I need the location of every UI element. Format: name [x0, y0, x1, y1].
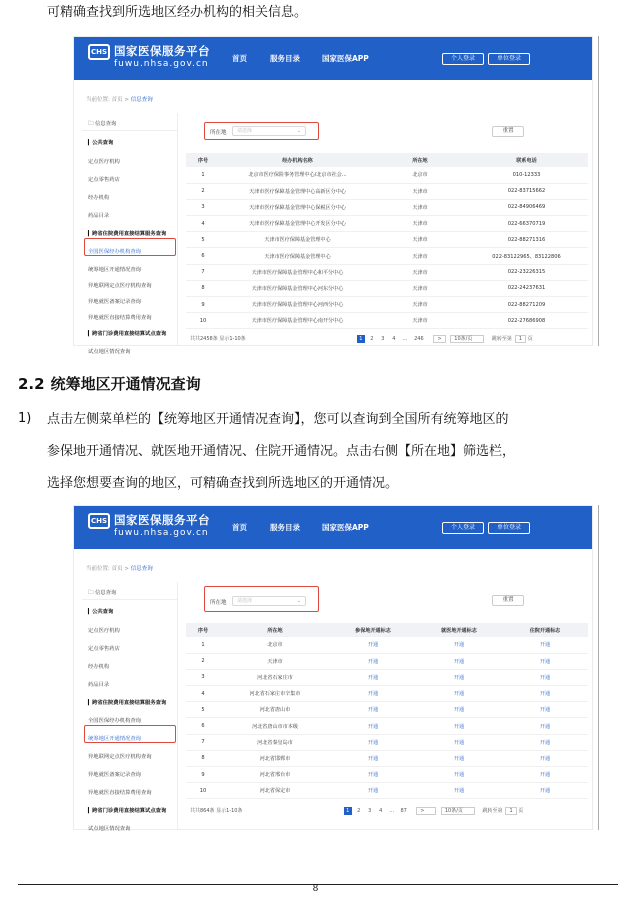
highlight-region-status	[84, 725, 176, 743]
table-cell[interactable]: 开通	[330, 702, 416, 718]
table-cell: 7	[186, 264, 220, 280]
table-row	[186, 183, 588, 199]
table-cell[interactable]: 开通	[502, 750, 588, 766]
sidebar-item-national-agency[interactable]: 全国医保经办机构查询	[88, 718, 141, 724]
sidebar-item-pilot[interactable]: 试点地区情况查询	[88, 826, 131, 832]
pager: 共共2458条 显示1-10条 1 2 3 4 ... 246 > 10条/页 跳转至第 1 页	[190, 336, 533, 342]
table-cell: 天津市	[375, 183, 465, 199]
table-cell[interactable]: 开通	[502, 718, 588, 734]
site-header	[74, 37, 592, 80]
table-cell[interactable]: 开通	[330, 653, 416, 669]
table-cell[interactable]: 开通	[416, 686, 502, 702]
sidebar-item-settlement[interactable]: 异地就医直接结算费用查询	[88, 790, 152, 796]
table-cell: 9	[186, 297, 220, 313]
site-title: 国家医保服务平台	[114, 513, 210, 527]
table-cell: 6	[186, 718, 220, 734]
table-cell[interactable]: 开通	[416, 767, 502, 783]
table-cell: 天津市	[375, 297, 465, 313]
table-cell: 天津市	[375, 199, 465, 215]
table-cell: 022-88271316	[465, 232, 588, 248]
section-heading: 2.2 统筹地区开通情况查询	[18, 375, 201, 393]
sidebar-item-pharmacy[interactable]: 定点零售药店	[88, 177, 120, 183]
table-cell: 022-23226315	[465, 264, 588, 280]
table-cell[interactable]: 开通	[416, 734, 502, 750]
table-cell[interactable]: 开通	[330, 767, 416, 783]
sidebar-item-drug[interactable]: 药品目录	[88, 682, 110, 688]
table-cell[interactable]: 开通	[330, 783, 416, 799]
table-cell[interactable]: 开通	[502, 767, 588, 783]
sidebar-item-pharmacy[interactable]: 定点零售药店	[88, 646, 120, 652]
org-login-button[interactable]: 单位登录	[488, 522, 530, 534]
table-row	[186, 734, 588, 750]
table-cell[interactable]: 开通	[330, 718, 416, 734]
table-cell: 河北省邯郸市	[220, 750, 330, 766]
table-cell: 天津市	[375, 264, 465, 280]
pager: 共共864条 显示1-10条 1 2 3 4 ... 87 > 10条/页 跳转至第 1 页	[190, 808, 524, 814]
nav-home[interactable]: 首页	[232, 54, 247, 63]
breadcrumb: 当前位置: 首页 > 信息查询	[86, 566, 153, 572]
table-cell: 天津市医疗保障基金管理中心保税区分中心	[220, 199, 375, 215]
table-cell: 1	[186, 167, 220, 183]
reset-button[interactable]: 重置	[492, 126, 524, 137]
page-last[interactable]: 246	[414, 336, 424, 342]
sidebar-item-agency[interactable]: 经办机构	[88, 664, 110, 670]
table-cell: 022-66370719	[465, 216, 588, 232]
paragraph-line-1: 点击左侧菜单栏的【统筹地区开通情况查询】，您可以查询到全国所有统筹地区的	[47, 412, 509, 427]
table-cell: 北京市医疗保险事务管理中心/北京市社会...	[220, 167, 375, 183]
table-cell[interactable]: 开通	[416, 669, 502, 685]
sidebar	[82, 113, 178, 355]
page-last[interactable]: 87	[400, 808, 407, 814]
table-cell: 天津市	[375, 248, 465, 264]
paragraph-line-2: 参保地开通情况、就医地开通情况、住院开通情况。点击右侧【所在地】筛选栏，	[47, 444, 516, 459]
next-page-button[interactable]: >	[433, 335, 445, 343]
table-cell: 天津市	[375, 313, 465, 329]
chevron-down-icon: ⌄	[296, 128, 301, 134]
nav-home[interactable]: 首页	[232, 523, 247, 532]
goto-page-input[interactable]: 1	[515, 335, 526, 343]
table-cell: 10	[186, 783, 220, 799]
breadcrumb: 当前位置: 首页 > 信息查询	[86, 97, 153, 103]
table-cell[interactable]: 开通	[416, 750, 502, 766]
page-size-select[interactable]: 10条/页	[441, 807, 475, 815]
page-1[interactable]: 1	[344, 807, 352, 815]
table-cell: 9	[186, 767, 220, 783]
table-cell: 天津市	[375, 216, 465, 232]
site-header	[74, 506, 592, 549]
table-cell: 天津市医疗保障基金管理中心河东分中心	[220, 280, 375, 296]
page-3[interactable]: 3	[381, 336, 385, 342]
table-cell: 022-88271209	[465, 297, 588, 313]
next-page-button[interactable]: >	[416, 807, 436, 815]
table-cell: 北京市	[375, 167, 465, 183]
table-cell: 4	[186, 216, 220, 232]
breadcrumb-current: 信息查询	[130, 566, 153, 572]
table-cell[interactable]: 开通	[502, 702, 588, 718]
filter-label: 所在地	[210, 600, 227, 606]
site-title: 国家医保服务平台	[114, 44, 210, 58]
chevron-down-icon: ⌄	[296, 598, 301, 604]
sidebar-item-region-status[interactable]: 统筹地区开通情况查询	[88, 267, 141, 273]
breadcrumb-current: 信息查询	[130, 97, 153, 103]
agency-table-body	[186, 167, 588, 329]
table-cell: 北京市	[220, 637, 330, 653]
sidebar-item-region-status[interactable]: 统筹地区开通情况查询	[88, 736, 141, 742]
sidebar-item-settlement[interactable]: 异地就医直接结算费用查询	[88, 315, 152, 321]
site-url: fuwu.nhsa.gov.cn	[114, 59, 209, 69]
page-4[interactable]: 4	[379, 808, 383, 814]
table-cell: 022-27686908	[465, 313, 588, 329]
table-cell: 天津市	[375, 232, 465, 248]
breadcrumb-home[interactable]: 首页	[111, 566, 123, 572]
col-inpatient-open: 住院开通标志	[502, 623, 588, 637]
table-cell[interactable]: 开通	[502, 783, 588, 799]
nav-service-catalog[interactable]: 服务目录	[270, 54, 300, 63]
sidebar-item-national-agency[interactable]: 全国医保经办机构查询	[88, 249, 141, 255]
table-cell: 天津市	[375, 280, 465, 296]
table-row	[186, 280, 588, 296]
table-cell: 7	[186, 734, 220, 750]
logo-badge: CHS	[88, 44, 110, 60]
table-cell[interactable]: 开通	[416, 637, 502, 653]
nav-app[interactable]: 国家医保APP	[322, 523, 369, 532]
page-3[interactable]: 3	[368, 808, 372, 814]
table-cell: 天津市医疗保障基金管理中心南开分中心	[220, 313, 375, 329]
table-row	[186, 199, 588, 215]
site-url: fuwu.nhsa.gov.cn	[114, 528, 209, 538]
sidebar	[82, 582, 178, 832]
table-cell: 天津市医疗保障基金管理中心高新区分中心	[220, 183, 375, 199]
item-number: 1)	[18, 411, 32, 426]
table-cell[interactable]: 开通	[502, 653, 588, 669]
table-row	[186, 718, 588, 734]
table-cell: 河北省石家庄市辛集市	[220, 686, 330, 702]
org-login-button[interactable]: 单位登录	[488, 53, 530, 65]
table-cell: 5	[186, 702, 220, 718]
table-cell: 3	[186, 199, 220, 215]
sidebar-group-inpatient: ▎跨省住院费用直接结算服务查询	[88, 231, 167, 237]
logo-badge: CHS	[88, 513, 110, 529]
table-row	[186, 767, 588, 783]
table-row	[186, 653, 588, 669]
table-cell: 河北省唐山市市本级	[220, 718, 330, 734]
table-cell: 022-24237631	[465, 280, 588, 296]
table-cell: 10	[186, 313, 220, 329]
table-cell: 3	[186, 669, 220, 685]
table-cell: 2	[186, 653, 220, 669]
table-cell[interactable]: 开通	[502, 637, 588, 653]
goto-page-input[interactable]: 1	[505, 807, 516, 815]
table-cell[interactable]: 开通	[330, 686, 416, 702]
col-phone: 联系电话	[465, 153, 588, 167]
col-index: 序号	[186, 623, 220, 637]
sidebar-item-pilot[interactable]: 试点地区情况查询	[88, 349, 131, 355]
table-cell: 天津市医疗保障基金管理中心河西分中心	[220, 297, 375, 313]
table-row	[186, 750, 588, 766]
table-cell[interactable]: 开通	[416, 783, 502, 799]
table-cell[interactable]: 开通	[502, 734, 588, 750]
intro-text: 可精确查找到所选地区经办机构的相关信息。	[47, 5, 308, 20]
sidebar-item-medical[interactable]: 定点医疗机构	[88, 159, 120, 165]
table-cell[interactable]: 开通	[416, 702, 502, 718]
page-4[interactable]: 4	[392, 336, 396, 342]
table-cell: 1	[186, 637, 220, 653]
page-2[interactable]: 2	[370, 336, 374, 342]
sidebar-group-public: ▎公共查询	[88, 140, 114, 146]
paragraph-line-3: 选择您想要查询的地区，可精确查找到所选地区的开通情况。	[47, 476, 399, 491]
table-row	[186, 264, 588, 280]
nav-service-catalog[interactable]: 服务目录	[270, 523, 300, 532]
col-treatment-open: 就医地开通标志	[416, 623, 502, 637]
table-cell: 4	[186, 686, 220, 702]
table-cell: 河北省秦皇岛市	[220, 734, 330, 750]
table-cell: 河北省唐山市	[220, 702, 330, 718]
table-cell: 天津市医疗保障基金管理中心开发区分中心	[220, 216, 375, 232]
table-cell[interactable]: 开通	[416, 718, 502, 734]
sidebar-group-public: ▎公共查询	[88, 609, 114, 615]
page-number: 8	[312, 884, 319, 894]
table-cell[interactable]: 开通	[330, 734, 416, 750]
screenshot-agency-query	[73, 36, 593, 355]
table-cell: 河北省石家庄市	[220, 669, 330, 685]
table-row	[186, 297, 588, 313]
table-cell: 天津市医疗保障基金管理中心	[220, 248, 375, 264]
sidebar-item-medical[interactable]: 定点医疗机构	[88, 628, 120, 634]
sidebar-item-remote-hospital[interactable]: 异地联网定点医疗机构查询	[88, 754, 152, 760]
table-cell: 8	[186, 280, 220, 296]
table-cell: 2	[186, 183, 220, 199]
table-cell: 天津市医疗保障基金管理中心和平分中心	[220, 264, 375, 280]
table-cell: 010-12333	[465, 167, 588, 183]
table-cell: 天津市医疗保障基金管理中心	[220, 232, 375, 248]
highlight-national-agency	[84, 238, 176, 256]
sidebar-group-inpatient: ▎跨省住院费用直接结算服务查询	[88, 700, 167, 706]
sidebar-item-drug[interactable]: 药品目录	[88, 213, 110, 219]
breadcrumb-home[interactable]: 首页	[111, 97, 123, 103]
table-cell: 河北省保定市	[220, 783, 330, 799]
col-location: 所在地	[375, 153, 465, 167]
col-insured-open: 参保地开通标志	[330, 623, 416, 637]
col-agency: 经办机构名称	[220, 153, 375, 167]
col-location: 所在地	[220, 623, 330, 637]
table-row	[186, 669, 588, 685]
folder-icon: 🗀	[88, 590, 94, 596]
sidebar-title: 🗀 信息查询	[88, 590, 117, 596]
table-row	[186, 248, 588, 264]
table-cell: 022-83715662	[465, 183, 588, 199]
table-row	[186, 232, 588, 248]
sidebar-group-outpatient: ▎跨省门诊费用直接结算试点查询	[88, 808, 167, 814]
table-cell: 022-83122965、83122806	[465, 248, 588, 264]
sidebar-item-filing[interactable]: 异地就医备案记录查询	[88, 299, 141, 305]
table-row	[186, 702, 588, 718]
table-row	[186, 313, 588, 329]
table-cell[interactable]: 开通	[330, 637, 416, 653]
sidebar-group-outpatient: ▎跨省门诊费用直接结算试点查询	[88, 331, 167, 337]
table-row	[186, 686, 588, 702]
sidebar-item-agency[interactable]: 经办机构	[88, 195, 110, 201]
table-cell: 河北省邢台市	[220, 767, 330, 783]
sidebar-item-remote-hospital[interactable]: 异地联网定点医疗机构查询	[88, 283, 152, 289]
table-cell[interactable]: 开通	[502, 686, 588, 702]
highlight-filter	[204, 122, 319, 140]
region-table	[186, 623, 588, 799]
sidebar-title: 🗀 信息查询	[88, 121, 117, 127]
table-cell: 022-84906469	[465, 199, 588, 215]
table-row	[186, 216, 588, 232]
nav-app[interactable]: 国家医保APP	[322, 54, 369, 63]
location-select[interactable]: 请选择 ⌄	[232, 126, 306, 136]
folder-icon: 🗀	[88, 121, 94, 127]
table-cell: 6	[186, 248, 220, 264]
reset-button[interactable]: 重置	[492, 595, 524, 606]
screenshot-region-status	[73, 505, 593, 830]
sidebar-item-filing[interactable]: 异地就医备案记录查询	[88, 772, 141, 778]
agency-table	[186, 153, 588, 329]
table-cell[interactable]: 开通	[416, 653, 502, 669]
filter-label: 所在地	[210, 130, 227, 136]
table-row	[186, 637, 588, 653]
table-cell[interactable]: 开通	[502, 669, 588, 685]
table-cell: 8	[186, 750, 220, 766]
table-row	[186, 167, 588, 183]
personal-login-button[interactable]: 个人登录	[442, 522, 484, 534]
table-cell: 5	[186, 232, 220, 248]
page-1[interactable]: 1	[357, 335, 365, 343]
highlight-filter	[204, 586, 319, 612]
page-size-select[interactable]: 10条/页	[450, 335, 484, 343]
region-table-body	[186, 637, 588, 799]
table-cell[interactable]: 开通	[330, 750, 416, 766]
table-cell: 天津市	[220, 653, 330, 669]
page-2[interactable]: 2	[357, 808, 361, 814]
table-cell[interactable]: 开通	[330, 669, 416, 685]
col-index: 序号	[186, 153, 220, 167]
table-row	[186, 783, 588, 799]
personal-login-button[interactable]: 个人登录	[442, 53, 484, 65]
location-select[interactable]: 请选择 ⌄	[232, 596, 306, 606]
